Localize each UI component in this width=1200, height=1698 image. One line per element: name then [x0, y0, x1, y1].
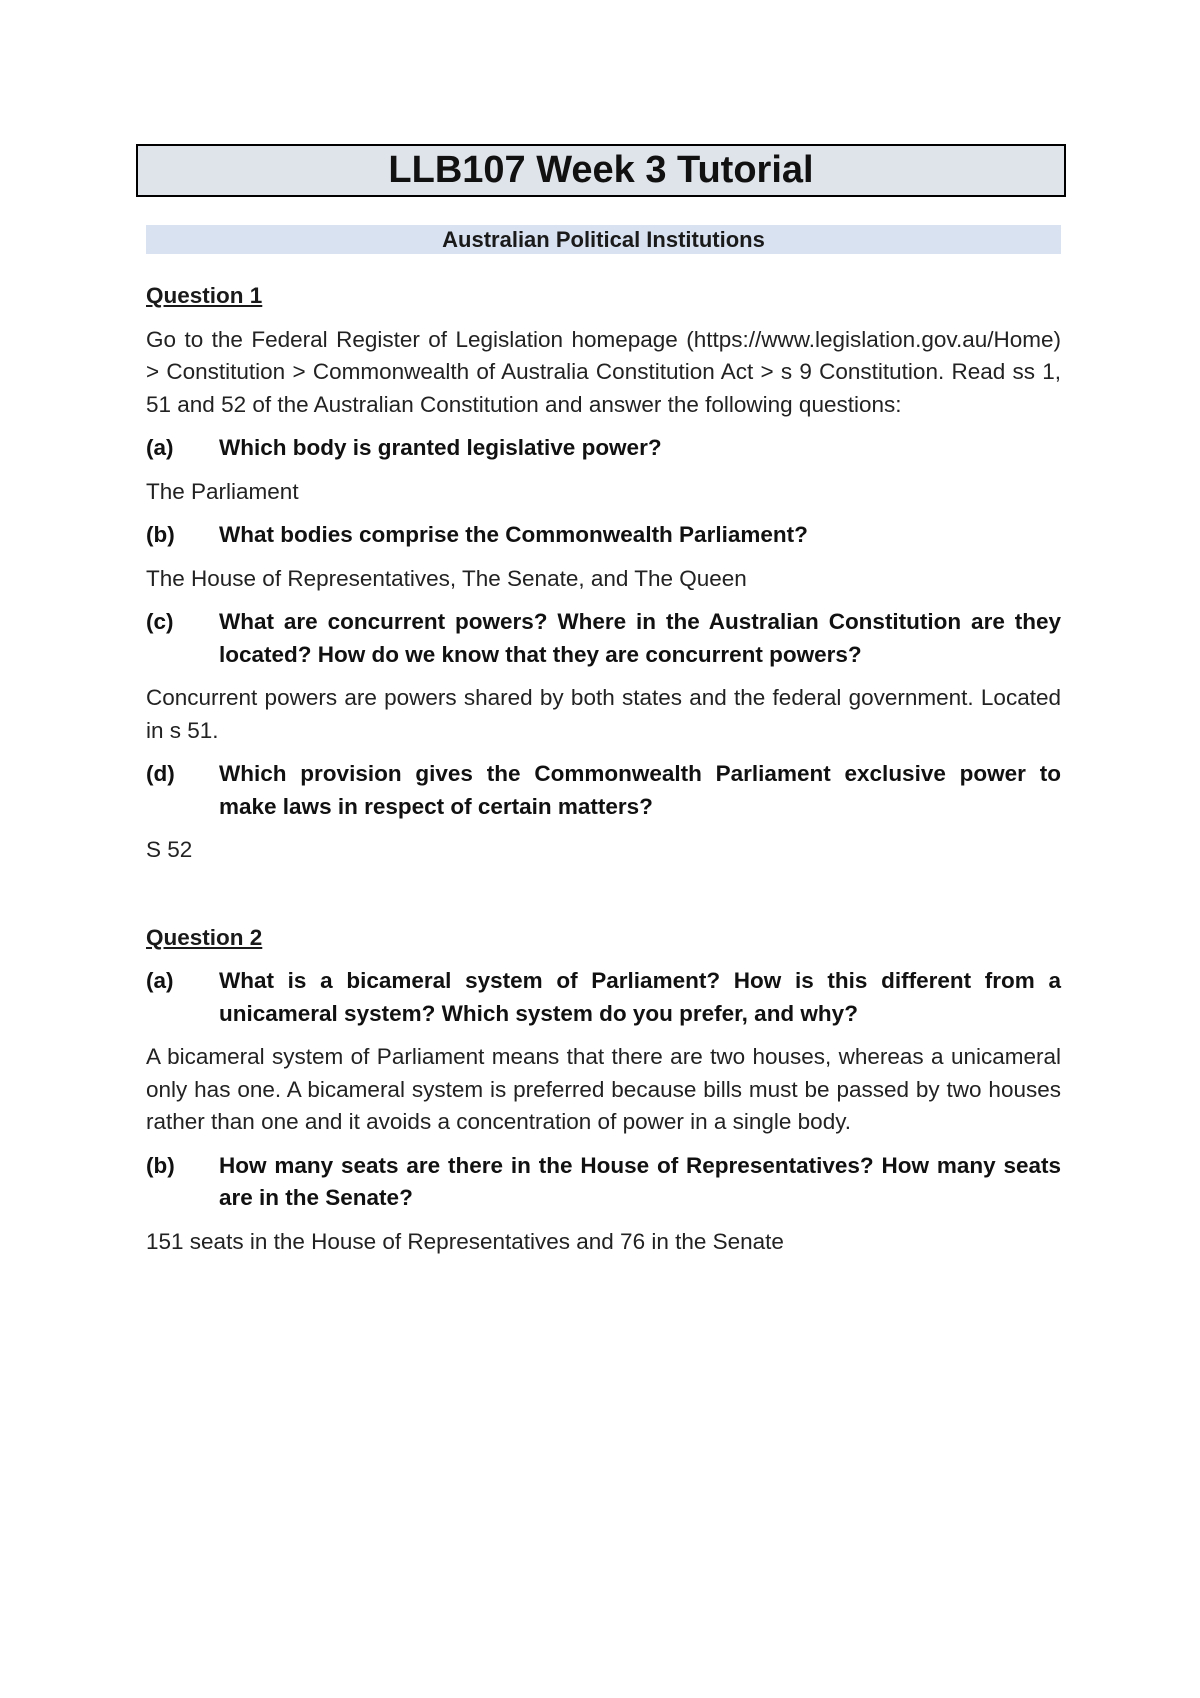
sub-question — [146, 965, 1061, 1030]
sub-question — [146, 606, 1061, 671]
sub-question-text: What is a bicameral system of Parliament? How is this different from a unicameral system? Which system do you prefer, and why? — [219, 968, 1061, 1026]
sub-question-text: How many seats are there in the House of Representatives? How many seats are in the Senate? — [219, 1152, 1061, 1210]
sub-question-label: (c) — [146, 609, 174, 634]
answer-text: The Parliament — [146, 478, 299, 504]
sub-question-text: What are concurrent powers? Where in the Australian Constitution are they located? How do we know that they are concurrent powers? — [219, 609, 1061, 667]
sub-question — [146, 758, 1061, 823]
document-title: LLB107 Week 3 Tutorial — [136, 144, 1066, 197]
document-body — [146, 280, 1061, 1269]
sub-question-text: What bodies comprise the Commonwealth Parliament? — [219, 522, 808, 547]
sub-question-label: (b) — [146, 522, 175, 547]
sub-question-label: (a) — [146, 435, 174, 460]
question-2-section — [146, 922, 1061, 1259]
sub-question-label: (b) — [146, 1152, 175, 1178]
sub-question-text: Which body is granted legislative power? — [219, 435, 662, 460]
section-spacer — [146, 878, 1061, 922]
answer-text: 151 seats in the House of Representatives and 76 in the Senate — [146, 1228, 784, 1254]
answer-text: Concurrent powers are powers shared by both states and the federal government. Located in s 51. — [146, 685, 1061, 743]
sub-question-label: (d) — [146, 761, 175, 786]
sub-question — [146, 432, 1061, 465]
answer-text: A bicameral system of Parliament means that there are two houses, whereas a unicameral only has one. A bicameral system is preferred because bills must be passed by two houses rather than one and it avoids a concentration of power in a single body. — [146, 1044, 1061, 1134]
question-1-section — [146, 280, 1061, 867]
sub-question-text: Which provision gives the Commonwealth Parliament exclusive power to make laws in respect of certain matters? — [219, 761, 1061, 819]
sub-question — [146, 519, 1061, 552]
sub-question-label: (a) — [146, 968, 174, 993]
answer-text: The House of Representatives, The Senate, and The Queen — [146, 565, 747, 591]
question-intro: Go to the Federal Register of Legislation homepage (https://www.legislation.gov.au/Home) > Constitution > Commonwealth of Australia Constitution Act > s 9 Constitution. Read ss 1, 51 and 52 of the Australian Constitution and answer the following questions: — [146, 326, 1061, 417]
answer-text: S 52 — [146, 837, 193, 862]
question-heading: Question 1 — [146, 283, 263, 308]
sub-question — [146, 1150, 1061, 1215]
document-subtitle: Australian Political Institutions — [146, 225, 1061, 254]
question-heading: Question 2 — [146, 924, 263, 950]
